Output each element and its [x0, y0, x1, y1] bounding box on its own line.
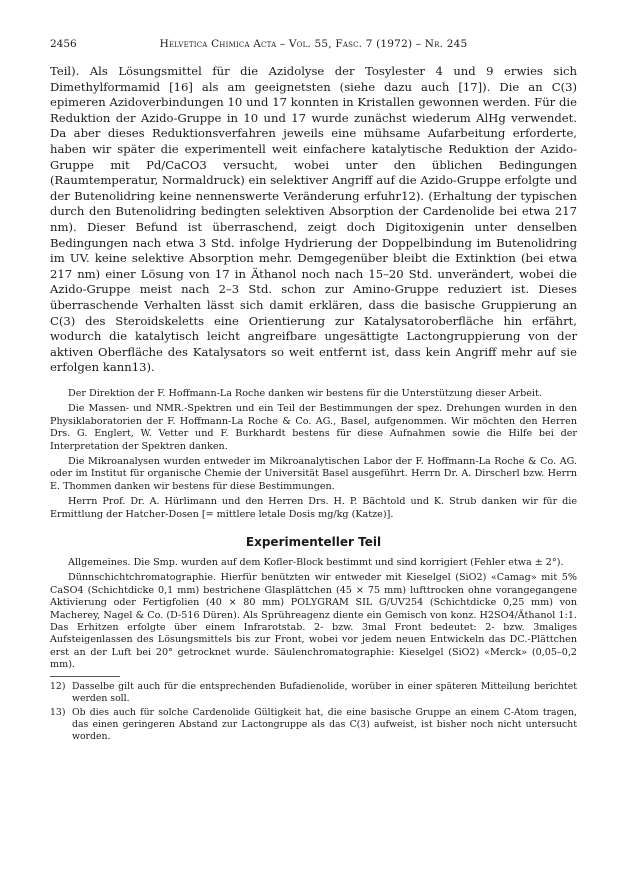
acknowledgements	[50, 388, 577, 521]
footnote-divider	[50, 676, 120, 677]
ack-paragraph-2: Die Massen- und NMR.-Spektren und ein Teil der Bestimmungen der spez. Drehungen wurden in den Physiklaboratorien der F. Hoffmann-La Roche & Co. AG., Basel, aufgenommen. Wir möchten den Herren Drs. G. Englert, W. Vetter und F. Burkhardt bestens für diese Aufnahmen sowie die Hilfe bei der Interpretation der Spektren danken.	[50, 403, 577, 452]
main-text	[50, 64, 577, 376]
page-number: 2456	[50, 38, 77, 50]
footnote-number: 13)	[50, 706, 66, 718]
running-title: Helvetica Chimica Acta – Vol. 55, Fasc. 7 (1972) – Nr. 245	[159, 38, 468, 50]
ack-paragraph-4: Herrn Prof. Dr. A. Hürlimann und den Herren Drs. H. P. Bächtold und K. Strub danken wir für die Ermittlung der Hatcher-Dosen [= mittlere letale Dosis mg/kg (Katze)].	[50, 496, 577, 520]
journal-page	[50, 38, 577, 745]
exp-tlc: Dünnschichtchromatographie. Hierfür benützten wir entweder mit Kieselgel (SiO2) «Camag» mit 5% CaSO4 (Schichtdicke 0,1 mm) bestrichene Glasplättchen (45 × 75 mm) lufttrocken ohne vorangegangene Aktivierung oder Fertigfolien (40 × 80 mm) POLYGRAM SIL G/UV254 (Schichtdicke 0,25 mm) von Macherey, Nagel & Co. (D-516 Düren). Als Sprühreagenz diente ein Gemisch von konz. H2SO4/Äthanol 1:1. Das Erhitzen erfolgte über einem Infrarotstab. 2- bzw. 3mal Front bedeutet: 2- bzw. 3maliges Aufsteigenlassen des Lösungsmittels bis zur Front, wobei vor jedem neuen Entwickeln das DC.-Plättchen erst an der Luft bei 20° getrocknet wurde. Säulenchromatographie: Kieselgel (SiO2) «Merck» (0,05–0,2 mm).	[50, 572, 577, 671]
ack-paragraph-1: Der Direktion der F. Hoffmann-La Roche danken wir bestens für die Unterstützung dieser Arbeit.	[68, 387, 542, 399]
section-heading: Experimenteller Teil	[245, 534, 382, 549]
experimental-section	[50, 557, 577, 672]
footnote-number: 12)	[50, 680, 66, 692]
footnote-12	[50, 681, 577, 705]
ack-paragraph-3: Die Mikroanalysen wurden entweder im Mikroanalytischen Labor der F. Hoffmann-La Roche & Co. AG. oder im Institut für organische Chemie der Universität Basel ausgeführt. Herrn Dr. A. Dirscherl bzw. Herrn E. Thommen danken wir bestens für diese Bestimmungen.	[50, 455, 577, 492]
footnote-13	[50, 707, 577, 743]
running-header	[50, 38, 577, 56]
body-paragraph: Teil). Als Lösungsmittel für die Azidolyse der Tosylester 4 und 9 erwies sich Dimethylformamid [16] als am geeignetsten (siehe dazu auch [17]). Die an C(3) epimeren Azidoverbindungen 10 und 17 konnten in Kristallen gewonnen werden. Für die Reduktion der Azido-Gruppe in 10 und 17 wurde zunächst wiederum AlHg verwendet. Da aber dieses Reduktionsverfahren jeweils eine mühsame Aufarbeitung erforderte, haben wir später die experimentell weit einfachere katalytische Reduktion der Azido-Gruppe mit Pd/CaCO3 versucht, wobei unter den üblichen Bedingungen (Raumtemperatur, Normaldruck) ein selektiver Angriff auf die Azido-Gruppe erfolgte und der Butenolidring keine nennenswerte Veränderung erfuhr12). (Erhaltung der typischen durch den Butenolidring bedingten selektiven Absorption der Cardenolide bei etwa 217 nm). Dieser Befund ist überraschend, zeigt doch Digitoxigenin unter denselben Bedingungen nach etwa 3 Std. infolge Hydrierung der Doppelbindung im Butenolidring im UV. keine selektive Absorption mehr. Demgegenüber bleibt die Extinktion (bei etwa 217 nm) einer Lösung von 17 in Äthanol noch nach 15–20 Std. unverändert, wobei die Azido-Gruppe meist nach 2–3 Std. schon zur Amino-Gruppe reduziert ist. Dieses überraschende Verhalten lässt sich damit erklären, dass die basische Gruppierung an C(3) des Steroidskeletts eine Orientierung zur Katalysatoroberfläche hin erfährt, wodurch die katalytisch leicht angreifbare ungesättigte Lactongruppierung von der aktiven Oberfläche des Katalysators so weit entfernt ist, dass kein Angriff mehr auf sie erfolgen kann13).	[50, 64, 577, 375]
footnote-text: Ob dies auch für solche Cardenolide Gültigkeit hat, die eine basische Gruppe an einem C-Atom tragen, das einen geringeren Abstand zur Lactongruppe als das C(3) aufweist, ist bisher noch nicht untersucht worden.	[72, 706, 577, 742]
exp-general: Allgemeines. Die Smp. wurden auf dem Kofler-Block bestimmt und sind korrigiert (Fehler etwa ± 2°).	[68, 556, 564, 568]
footnote-text: Dasselbe gilt auch für die entsprechenden Bufadienolide, worüber in einer späteren Mitteilung berichtet werden soll.	[72, 680, 577, 704]
